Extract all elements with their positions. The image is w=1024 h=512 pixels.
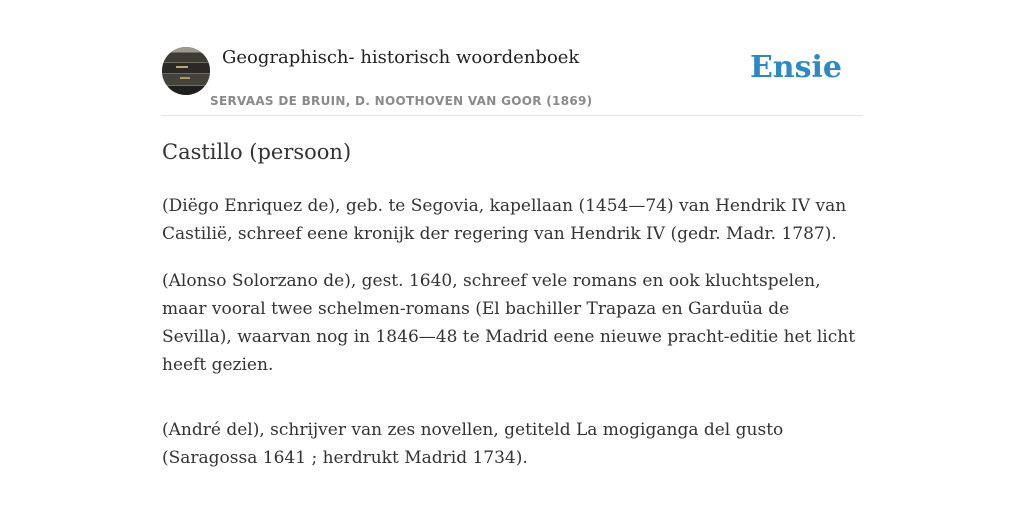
entry-body <box>162 192 862 491</box>
entry-paragraph: (Diëgo Enriquez de), geb. te Segovia, kapellaan (1454—74) van Hendrik IV van Castilië, schreef eene kronijk der regering van Hendrik IV (gedr. Madr. 1787). <box>162 196 847 244</box>
entry-title: Castillo (persoon) <box>162 140 352 164</box>
source-header <box>162 46 862 116</box>
source-author: SERVAAS DE BRUIN, D. NOOTHOVEN VAN GOOR (1869) <box>210 94 593 108</box>
entry-paragraph: (Alonso Solorzano de), gest. 1640, schreef vele romans en ook kluchtspelen, maar vooral twee schelmen-romans (El bachiller Trapaza en Garduüa de Sevilla), waarvan nog in 1846—48 te Madrid eene nieuwe pracht-editie het licht heeft gezien. <box>162 271 856 375</box>
brand-logo[interactable]: Ensie <box>749 50 842 85</box>
book-stack-icon[interactable] <box>162 47 210 95</box>
source-title[interactable]: Geographisch- historisch woordenboek <box>222 47 580 68</box>
entry-paragraph: (André del), schrijver van zes novellen, getiteld La mogiganga del gusto (Saragossa 1641 ; herdrukt Madrid 1734). <box>162 420 784 468</box>
